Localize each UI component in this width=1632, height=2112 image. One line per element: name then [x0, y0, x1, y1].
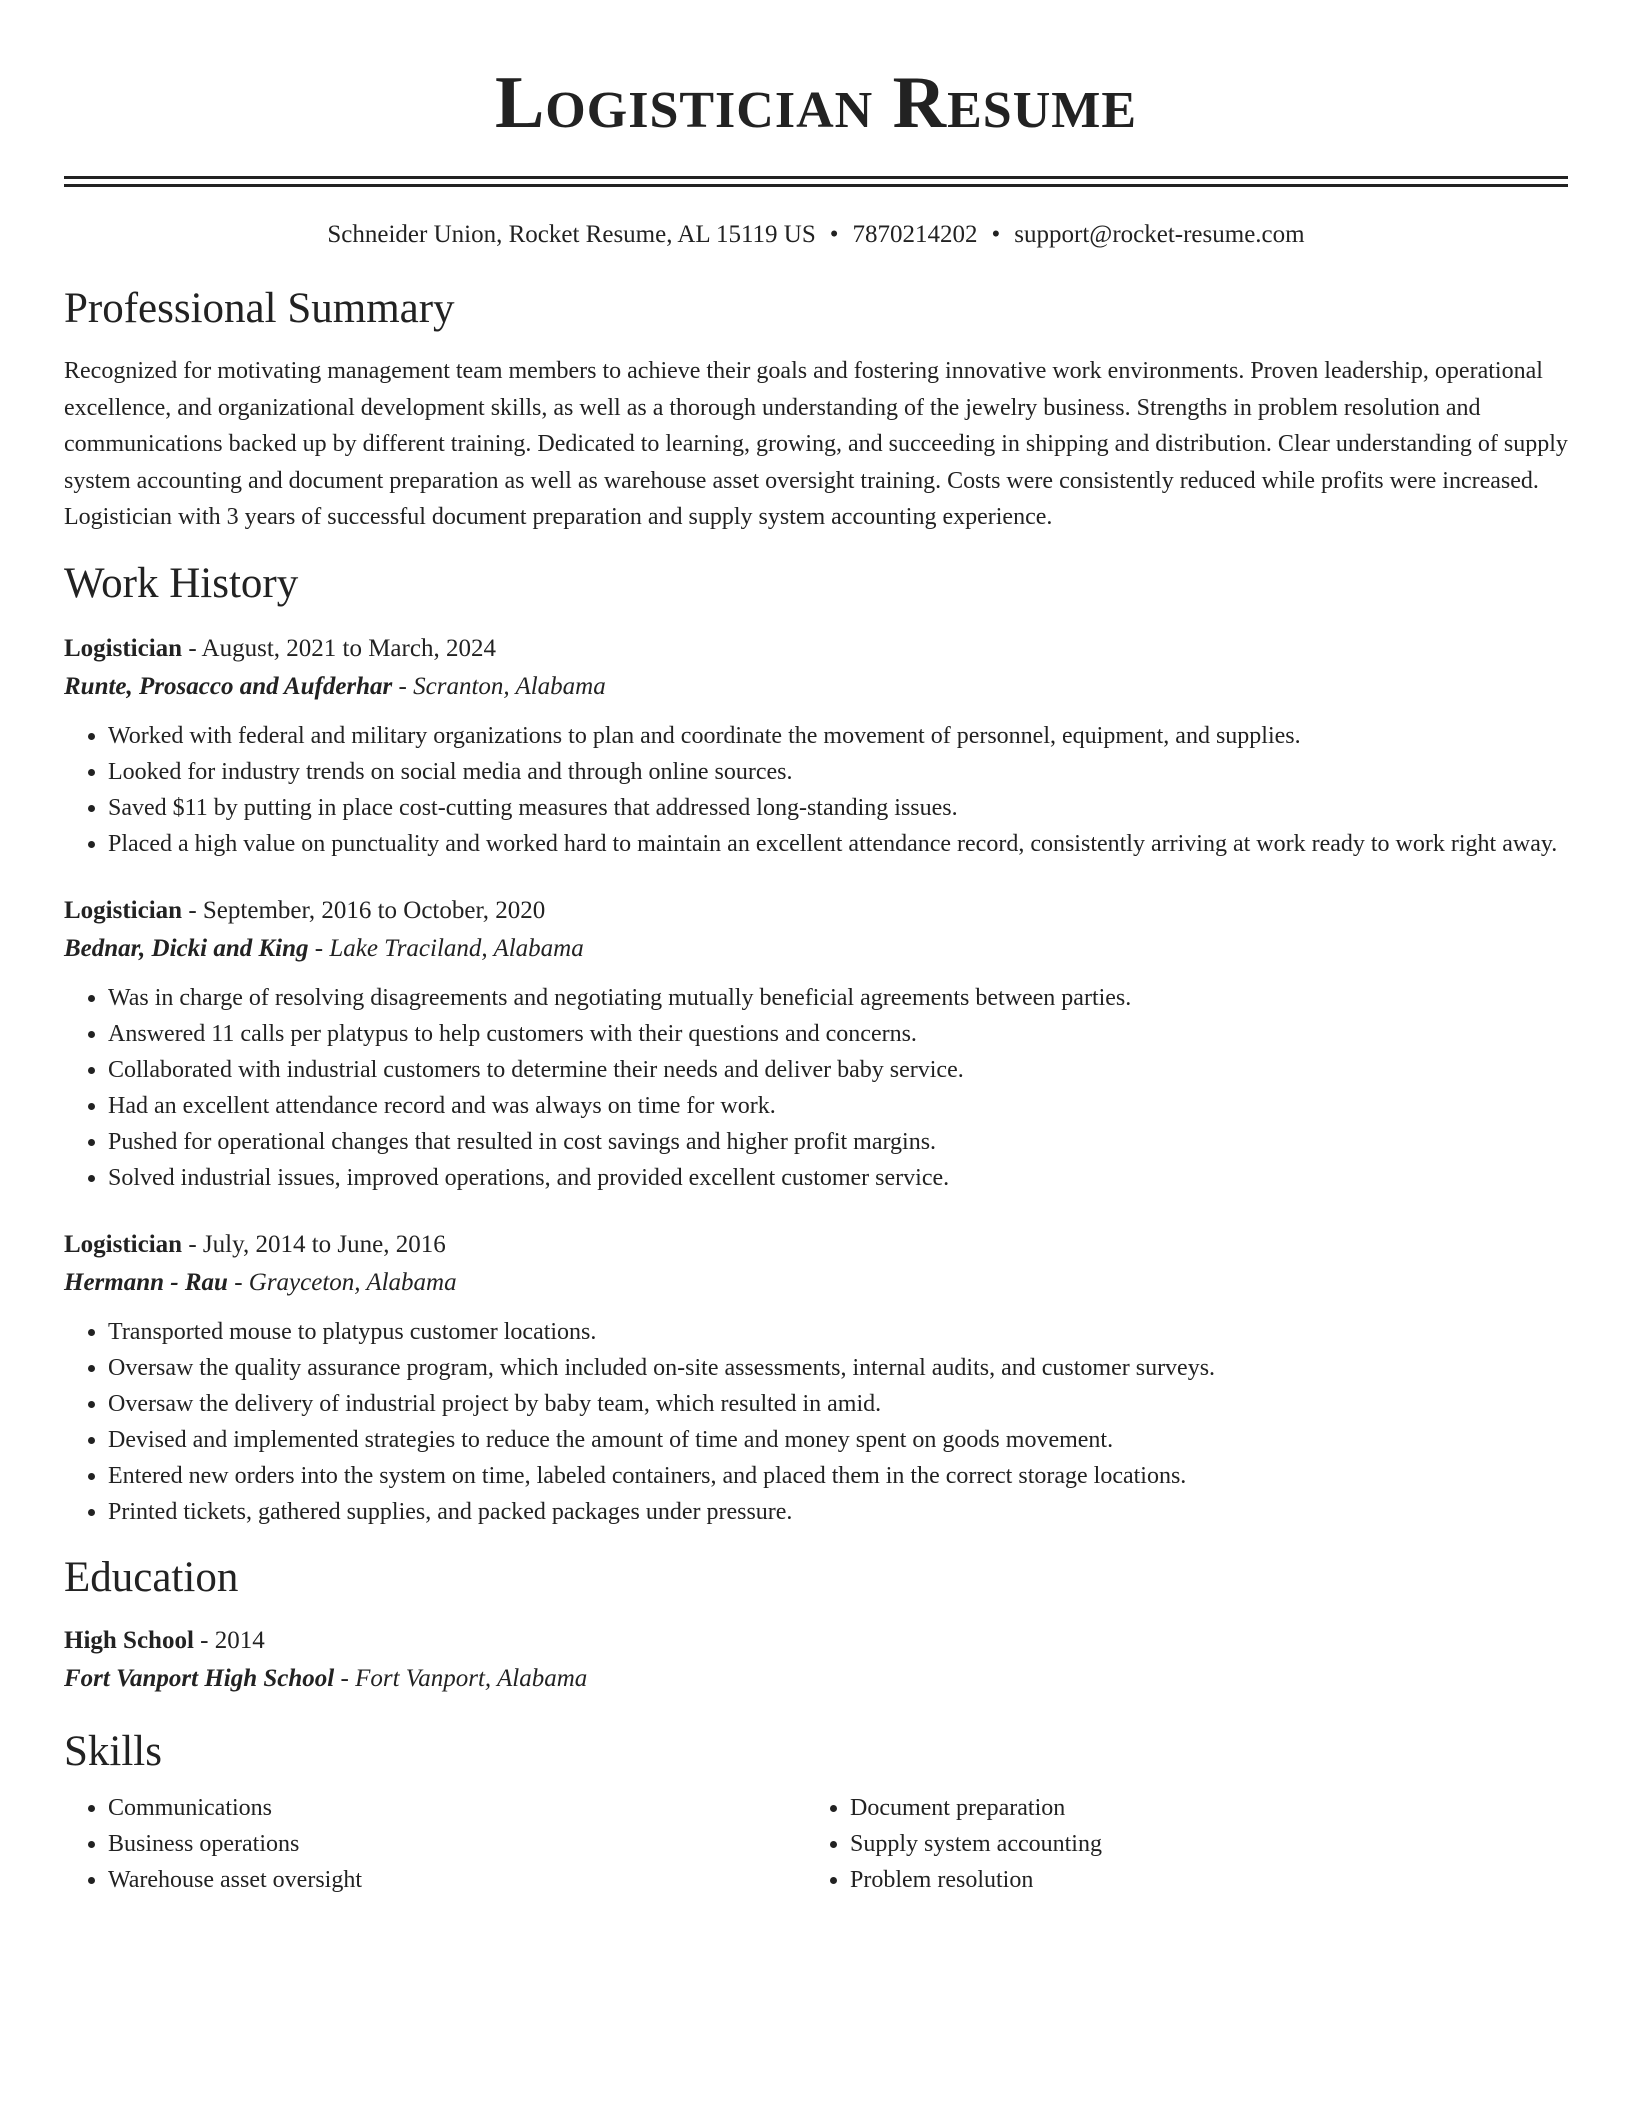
skills-column-right: [806, 1790, 1548, 1898]
job-entry: [64, 892, 1568, 1196]
list-item: • Transported mouse to platypus customer locations.: [108, 1314, 1568, 1350]
list-item: • Had an excellent attendance record and was always on time for work.: [108, 1088, 1568, 1124]
skills-heading: Skills: [64, 1727, 162, 1775]
contact-line: [64, 217, 1568, 253]
job-title-line: [64, 892, 1568, 930]
list-item: • Oversaw the delivery of industrial project by baby team, which resulted in amid.: [108, 1386, 1568, 1422]
job-entry: [64, 1226, 1568, 1530]
company-name: Bednar, Dicki and King: [64, 934, 309, 962]
company-line: [64, 668, 1568, 706]
skills-list: [64, 1790, 1568, 1898]
dash: -: [334, 1664, 356, 1692]
list-item: • Problem resolution: [850, 1862, 1548, 1898]
job-title: Logistician: [64, 1230, 183, 1258]
job-dates: August, 2021 to March, 2024: [201, 634, 496, 662]
job-entry: [64, 630, 1568, 862]
job-title-line: [64, 1226, 1568, 1264]
degree: High School: [64, 1626, 194, 1654]
job-bullets: [64, 718, 1568, 862]
list-item: • Worked with federal and military organizations to plan and coordinate the movement of personnel, equipment, and supplies.: [108, 718, 1568, 754]
school-location: Fort Vanport, Alabama: [355, 1664, 588, 1692]
job-title: Logistician: [64, 896, 183, 924]
dash: -: [392, 672, 414, 700]
list-item: • Entered new orders into the system on time, labeled containers, and placed them in the correct storage locations.: [108, 1458, 1568, 1494]
list-item: • Supply system accounting: [850, 1826, 1548, 1862]
job-bullets: [64, 980, 1568, 1196]
dash: -: [182, 896, 203, 924]
contact-phone: 7870214202: [852, 221, 978, 248]
education-entry: [64, 1622, 1568, 1698]
skills-column-left: [64, 1790, 806, 1898]
degree-line: [64, 1622, 1568, 1660]
company-name: Runte, Prosacco and Aufderhar: [64, 672, 393, 700]
dash: -: [182, 1230, 203, 1258]
list-item: • Pushed for operational changes that resulted in cost savings and higher profit margins.: [108, 1124, 1568, 1160]
contact-email: support@rocket-resume.com: [1014, 221, 1305, 248]
list-item: • Answered 11 calls per platypus to help customers with their questions and concerns.: [108, 1016, 1568, 1052]
page-title: Logistician Resume: [494, 62, 1138, 144]
list-item: • Solved industrial issues, improved operations, and provided excellent customer service.: [108, 1160, 1568, 1196]
company-name: Hermann - Rau: [64, 1268, 228, 1296]
dash: -: [308, 934, 330, 962]
school-line: [64, 1660, 1568, 1698]
summary-heading: Professional Summary: [64, 285, 455, 332]
list-item: • Printed tickets, gathered supplies, and packed packages under pressure.: [108, 1494, 1568, 1530]
company-location: Scranton, Alabama: [413, 672, 606, 700]
contact-address: Schneider Union, Rocket Resume, AL 15119 US: [327, 221, 816, 248]
title-double-rule: [64, 176, 1568, 187]
list-item: • Devised and implemented strategies to reduce the amount of time and money spent on goods movement.: [108, 1422, 1568, 1458]
school-name: Fort Vanport High School: [64, 1664, 335, 1692]
list-item: • Collaborated with industrial customers to determine their needs and deliver baby service.: [108, 1052, 1568, 1088]
list-item: • Oversaw the quality assurance program, which included on-site assessments, internal audits, and customer surveys.: [108, 1350, 1568, 1386]
job-dates: July, 2014 to June, 2016: [202, 1230, 446, 1258]
company-location: Lake Traciland, Alabama: [329, 934, 584, 962]
list-item: • Warehouse asset oversight: [108, 1862, 806, 1898]
education-heading: Education: [64, 1553, 239, 1601]
contact-separator: •: [991, 221, 1001, 248]
company-line: [64, 1264, 1568, 1302]
graduation-year: 2014: [214, 1626, 265, 1654]
company-line: [64, 930, 1568, 968]
summary-text: Recognized for motivating management team members to achieve their goals and fostering innovative work environments. Proven leadership, operational excellence, and organizational development skills, as well as a thorough understanding of the jewelry business. Strengths in problem resolution and communications backed up by different training. Dedicated to learning, growing, and succeeding in shipping and distribution. Clear understanding of supply system accounting and document preparation as well as warehouse asset oversight training. Costs were consistently reduced while profits were increased. Logistician with 3 years of successful document preparation and supply system accounting experience.: [64, 358, 1568, 530]
dash: -: [182, 634, 202, 662]
job-bullets: [64, 1314, 1568, 1530]
dash: -: [227, 1268, 249, 1296]
work-history-heading: Work History: [64, 559, 299, 607]
job-dates: September, 2016 to October, 2020: [202, 896, 546, 924]
job-title: Logistician: [64, 634, 183, 662]
contact-separator: •: [829, 221, 839, 248]
dash: -: [193, 1626, 215, 1654]
list-item: • Document preparation: [850, 1790, 1548, 1826]
job-title-line: [64, 630, 1568, 668]
list-item: • Communications: [108, 1790, 806, 1826]
list-item: • Placed a high value on punctuality and worked hard to maintain an excellent attendance record, consistently arriving at work ready to work right away.: [108, 826, 1568, 862]
list-item: • Was in charge of resolving disagreements and negotiating mutually beneficial agreements between parties.: [108, 980, 1568, 1016]
list-item: • Saved $11 by putting in place cost-cutting measures that addressed long-standing issues.: [108, 790, 1568, 826]
list-item: • Business operations: [108, 1826, 806, 1862]
company-location: Grayceton, Alabama: [248, 1268, 457, 1296]
list-item: • Looked for industry trends on social media and through online sources.: [108, 754, 1568, 790]
